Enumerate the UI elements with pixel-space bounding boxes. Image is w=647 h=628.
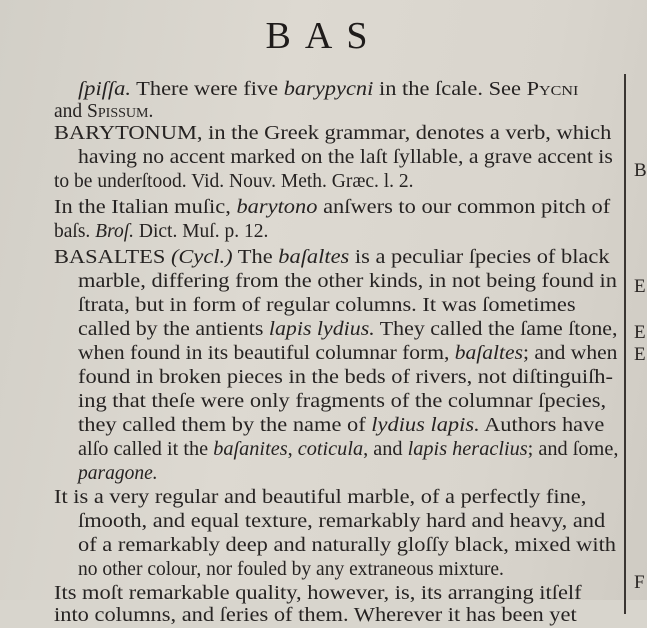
text-run: and bbox=[54, 101, 88, 122]
text-line bbox=[54, 246, 610, 270]
italic-run: lapis heraclius bbox=[407, 439, 528, 460]
text-line bbox=[54, 100, 153, 124]
italic-run: barypycni bbox=[283, 79, 374, 100]
text-run: ſtrata, but in form of regular columns. It was ſometimes bbox=[78, 295, 576, 316]
margin-letter: F bbox=[634, 572, 645, 593]
text-run: no other colour, nor fouled by any extraneous mixture. bbox=[78, 559, 504, 580]
margin-letter: B bbox=[634, 160, 647, 181]
text-line bbox=[78, 270, 617, 294]
text-run: called by the antients bbox=[78, 319, 269, 340]
text-line bbox=[78, 342, 617, 366]
text-line bbox=[78, 534, 616, 558]
italic-run: baſaltes bbox=[454, 343, 523, 364]
text-run: is a peculiar ſpecies of black bbox=[349, 247, 610, 268]
text-run: ; and when bbox=[522, 343, 618, 364]
text-line bbox=[78, 558, 504, 582]
text-line bbox=[54, 170, 414, 194]
italic-run: baſanites bbox=[213, 439, 288, 460]
text-run: Its moſt remarkable quality, however, is, its arranging itſelf bbox=[54, 583, 582, 604]
text-run: of a remarkably deep and naturally gloſſy black, mixed with bbox=[78, 535, 617, 556]
text-line bbox=[78, 78, 578, 102]
text-run: when found in its beautiful columnar form, bbox=[78, 343, 455, 364]
italic-run: lapis lydius. bbox=[268, 319, 375, 340]
text-run: ſmooth, and equal texture, remarkably hard and heavy, and bbox=[78, 511, 606, 532]
italic-run: ſpiſſa. bbox=[78, 79, 131, 100]
text-line bbox=[78, 438, 618, 462]
running-head: BAS bbox=[265, 15, 382, 57]
text-run: , bbox=[287, 439, 298, 460]
text-line bbox=[78, 146, 613, 170]
text-line bbox=[54, 604, 577, 628]
text-run: Spissum. bbox=[87, 101, 154, 122]
text-run: In the Italian muſic, bbox=[54, 197, 237, 218]
italic-run: (Cycl.) bbox=[170, 247, 233, 268]
text-run: marble, differing from the other kinds, in not being found in bbox=[78, 271, 617, 292]
text-run: , and bbox=[363, 439, 408, 460]
text-run: It is a very regular and beautiful marble, of a perfectly fine, bbox=[54, 487, 587, 508]
text-run: in the ſcale. See bbox=[373, 79, 527, 100]
margin-letter: E bbox=[634, 344, 646, 365]
text-run: Authors have bbox=[479, 415, 605, 436]
text-line bbox=[54, 582, 582, 606]
italic-run: lydius lapis. bbox=[371, 415, 480, 436]
text-run: baſs. bbox=[54, 221, 96, 242]
text-run: into columns, and ſeries of them. Wherever it has been yet bbox=[54, 605, 577, 626]
column-rule bbox=[624, 74, 626, 614]
italic-run: coticula bbox=[297, 439, 364, 460]
text-line bbox=[78, 462, 158, 486]
text-run: ing that theſe were only fragments of the columnar ſpecies, bbox=[78, 391, 607, 412]
margin-letter: E bbox=[634, 276, 646, 297]
text-run: The bbox=[232, 247, 279, 268]
text-line bbox=[54, 220, 268, 244]
text-run: Dict. Muſ. p. 12. bbox=[134, 221, 269, 242]
text-run: ; and ſome, bbox=[527, 439, 619, 460]
italic-run: Broſ. bbox=[95, 221, 134, 242]
text-run: They called the ſame ſtone, bbox=[374, 319, 618, 340]
text-run: alſo called it the bbox=[78, 439, 214, 460]
text-run: they called them by the name of bbox=[78, 415, 372, 436]
text-run: BASALTES bbox=[54, 247, 171, 268]
text-run: There were five bbox=[130, 79, 284, 100]
italic-run: baſaltes bbox=[278, 247, 350, 268]
text-run: BARYTONUM, in the Greek grammar, denotes a verb, which bbox=[54, 123, 612, 144]
text-line bbox=[78, 294, 576, 318]
text-line bbox=[78, 414, 604, 438]
text-line bbox=[78, 366, 613, 390]
text-run: anſwers to our common pitch of bbox=[317, 197, 611, 218]
text-run: found in broken pieces in the beds of rivers, not diſtinguiſh- bbox=[78, 367, 613, 388]
text-line bbox=[54, 122, 611, 146]
text-run: Pycni bbox=[526, 79, 579, 100]
text-line bbox=[78, 510, 605, 534]
text-run: to be underſtood. Vid. Nouv. Meth. Græc. l. 2. bbox=[54, 171, 414, 192]
italic-run: barytono bbox=[236, 197, 318, 218]
text-line bbox=[54, 196, 610, 220]
text-line bbox=[78, 318, 617, 342]
text-line bbox=[54, 486, 586, 510]
margin-letter: E bbox=[634, 322, 646, 343]
italic-run: paragone. bbox=[78, 463, 158, 484]
text-run: having no accent marked on the laſt ſyllable, a grave accent is bbox=[78, 147, 613, 168]
text-line bbox=[78, 390, 606, 414]
